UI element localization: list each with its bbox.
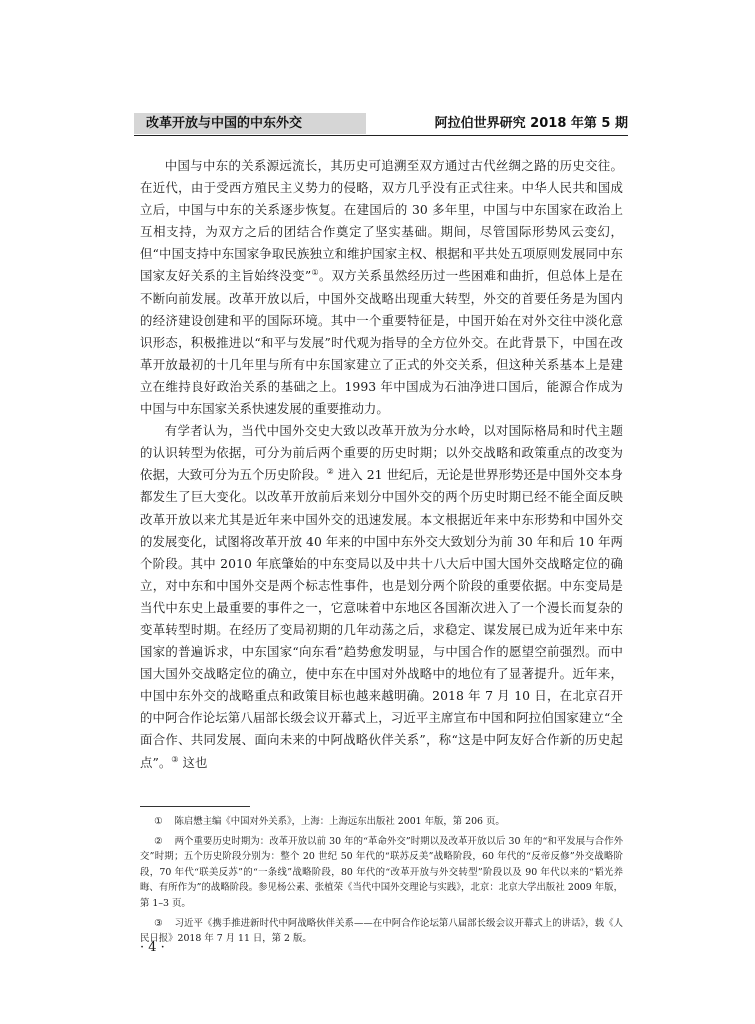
footnote: [140, 814, 623, 830]
footnote-text: 陈启懋主编《中国对外关系》，上海：上海远东出版社 2001 年版，第 206 页。: [174, 816, 505, 827]
footnote-mark: ②: [154, 835, 163, 847]
footnote-ref: ②: [326, 467, 334, 477]
footnote-ref: ③: [171, 754, 179, 764]
footnote-ref: ①: [311, 268, 319, 278]
footnote-mark: ①: [154, 816, 163, 827]
paragraph-text: 进入 21 世纪后，无论是世界形势还是中国外交本身都发生了巨大变化。以改革开放前后来划分中国外交的两个历史时期已经不能全面反映改革开放以来尤其是近年来中国外交的迅速发展。本文根据近年来中东形势和中国外交的发展变化，试图将改革开放 40 年来的中国中东外交大致划分为前 30 年和后 10 年两个阶段。其中 2010 年底肇始的中东变局以及中共十八大后中国大国外交战略定位的确立，对中东和中国外交是两个标志性事件，也是划分两个阶段的重要依据。中东变局是当代中东史上最重要的事件之一，它意味着中东地区各国渐次进入了一个漫长而复杂的变革转型时期。在经历了变局初期的几年动荡之后，求稳定、谋发展已成为近年来中东国家的普遍诉求，中东国家“向东看”趋势愈发明显，与中国合作的愿望空前强烈。而中国大国外交战略定位的确立，使中东在中国对外战略中的地位有了显著提升。近年来，中国中东外交的战略重点和政策目标也越来越明确。2018 年 7 月 10 日，在北京召开的中阿合作论坛第八届部长级会议开幕式上，习近平主席宣布中国和阿拉伯国家建立“全面合作、共同发展、面向未来的中阿战略伙伴关系”，称“这是中阿友好合作新的历史起点”。: [140, 467, 623, 770]
footnote: [140, 916, 623, 947]
paragraph-text: 。双方关系虽然经历过一些困难和曲折，但总体上是在不断向前发展。改革开放以后，中国外交战略出现重大转型，外交的首要任务是为国内的经济建设创建和平的国际环境。其中一个重要特征是，中国开始在对外交往中淡化意识形态，积极推进以“和平与发展”时代观为指导的全方位外交。在此背景下，中国在改革开放最初的十几年里与所有中东国家建立了正式的外交关系，但这种关系基本上是建立在维持良好政治关系的基础之上。1993 年中国成为石油净进口国后，能源合作成为中国与中东国家关系快速发展的重要推动力。: [140, 268, 623, 417]
journal-issue-title: 阿拉伯世界研究 2018 年第 5 期: [434, 116, 628, 131]
footnote-mark: ③: [154, 917, 163, 929]
article-body: [140, 155, 623, 774]
paragraph: [140, 420, 623, 774]
paragraph-text: 中国与中东的关系源远流长，其历史可追溯至双方通过古代丝绸之路的历史交往。在近代，由于受西方殖民主义势力的侵略，双方几乎没有正式往来。中华人民共和国成立后，中国与中东的关系逐步恢复。在建国后的 30 多年里，中国与中东国家在政治上互相支持，为双方之后的团结合作奠定了坚实基础。期间，尽管国际形势风云变幻，但“中国支持中东国家争取民族独立和维护国家主权、根据和平共处五项原则发展同中东国家友好关系的主旨始终没变”: [140, 158, 623, 284]
footnote: [140, 834, 623, 912]
footnote-text: 两个重要历史时期为：改革开放以前 30 年的“革命外交”时期以及改革开放以后 30 年的“和平发展与合作外交”时期；五个历史阶段分别为：整个 20 世纪 50 年代的“联苏反美”战略阶段，60 年代的“反帝反修”外交战略阶段，70 年代“联美反苏”的“一条线”战略阶段，80 年代的“改革开放与外交转型”阶段以及 90 年代以来的“韬光养晦、有所作为”的战略阶段。参见杨公素、张植荣《当代中国外交理论与实践》，北京：北京大学出版社 2009 年版，第 1–3 页。: [140, 835, 623, 909]
page-number: · 4 ·: [140, 940, 165, 955]
footnote-text: 习近平《携手推进新时代中阿战略伙伴关系——在中阿合作论坛第八届部长级会议开幕式上的讲话》，载《人民日报》2018 年 7 月 11 日，第 2 版。: [140, 917, 624, 945]
journal-section-title: 改革开放与中国的中东外交: [134, 113, 366, 134]
paragraph: [140, 155, 623, 420]
footnotes: [140, 814, 623, 951]
paragraph-text: 这也: [178, 754, 208, 770]
paragraph-text: 有学者认为，当代中国外交史大致以改革开放为分水岭，以对国际格局和时代主题的认识转型为依据，可分为前后两个重要的历史时期；以外交战略和政策重点的改变为依据，大致可分为五个历史阶段。: [140, 423, 623, 483]
footnote-divider: [140, 806, 250, 807]
running-header: [134, 113, 628, 136]
